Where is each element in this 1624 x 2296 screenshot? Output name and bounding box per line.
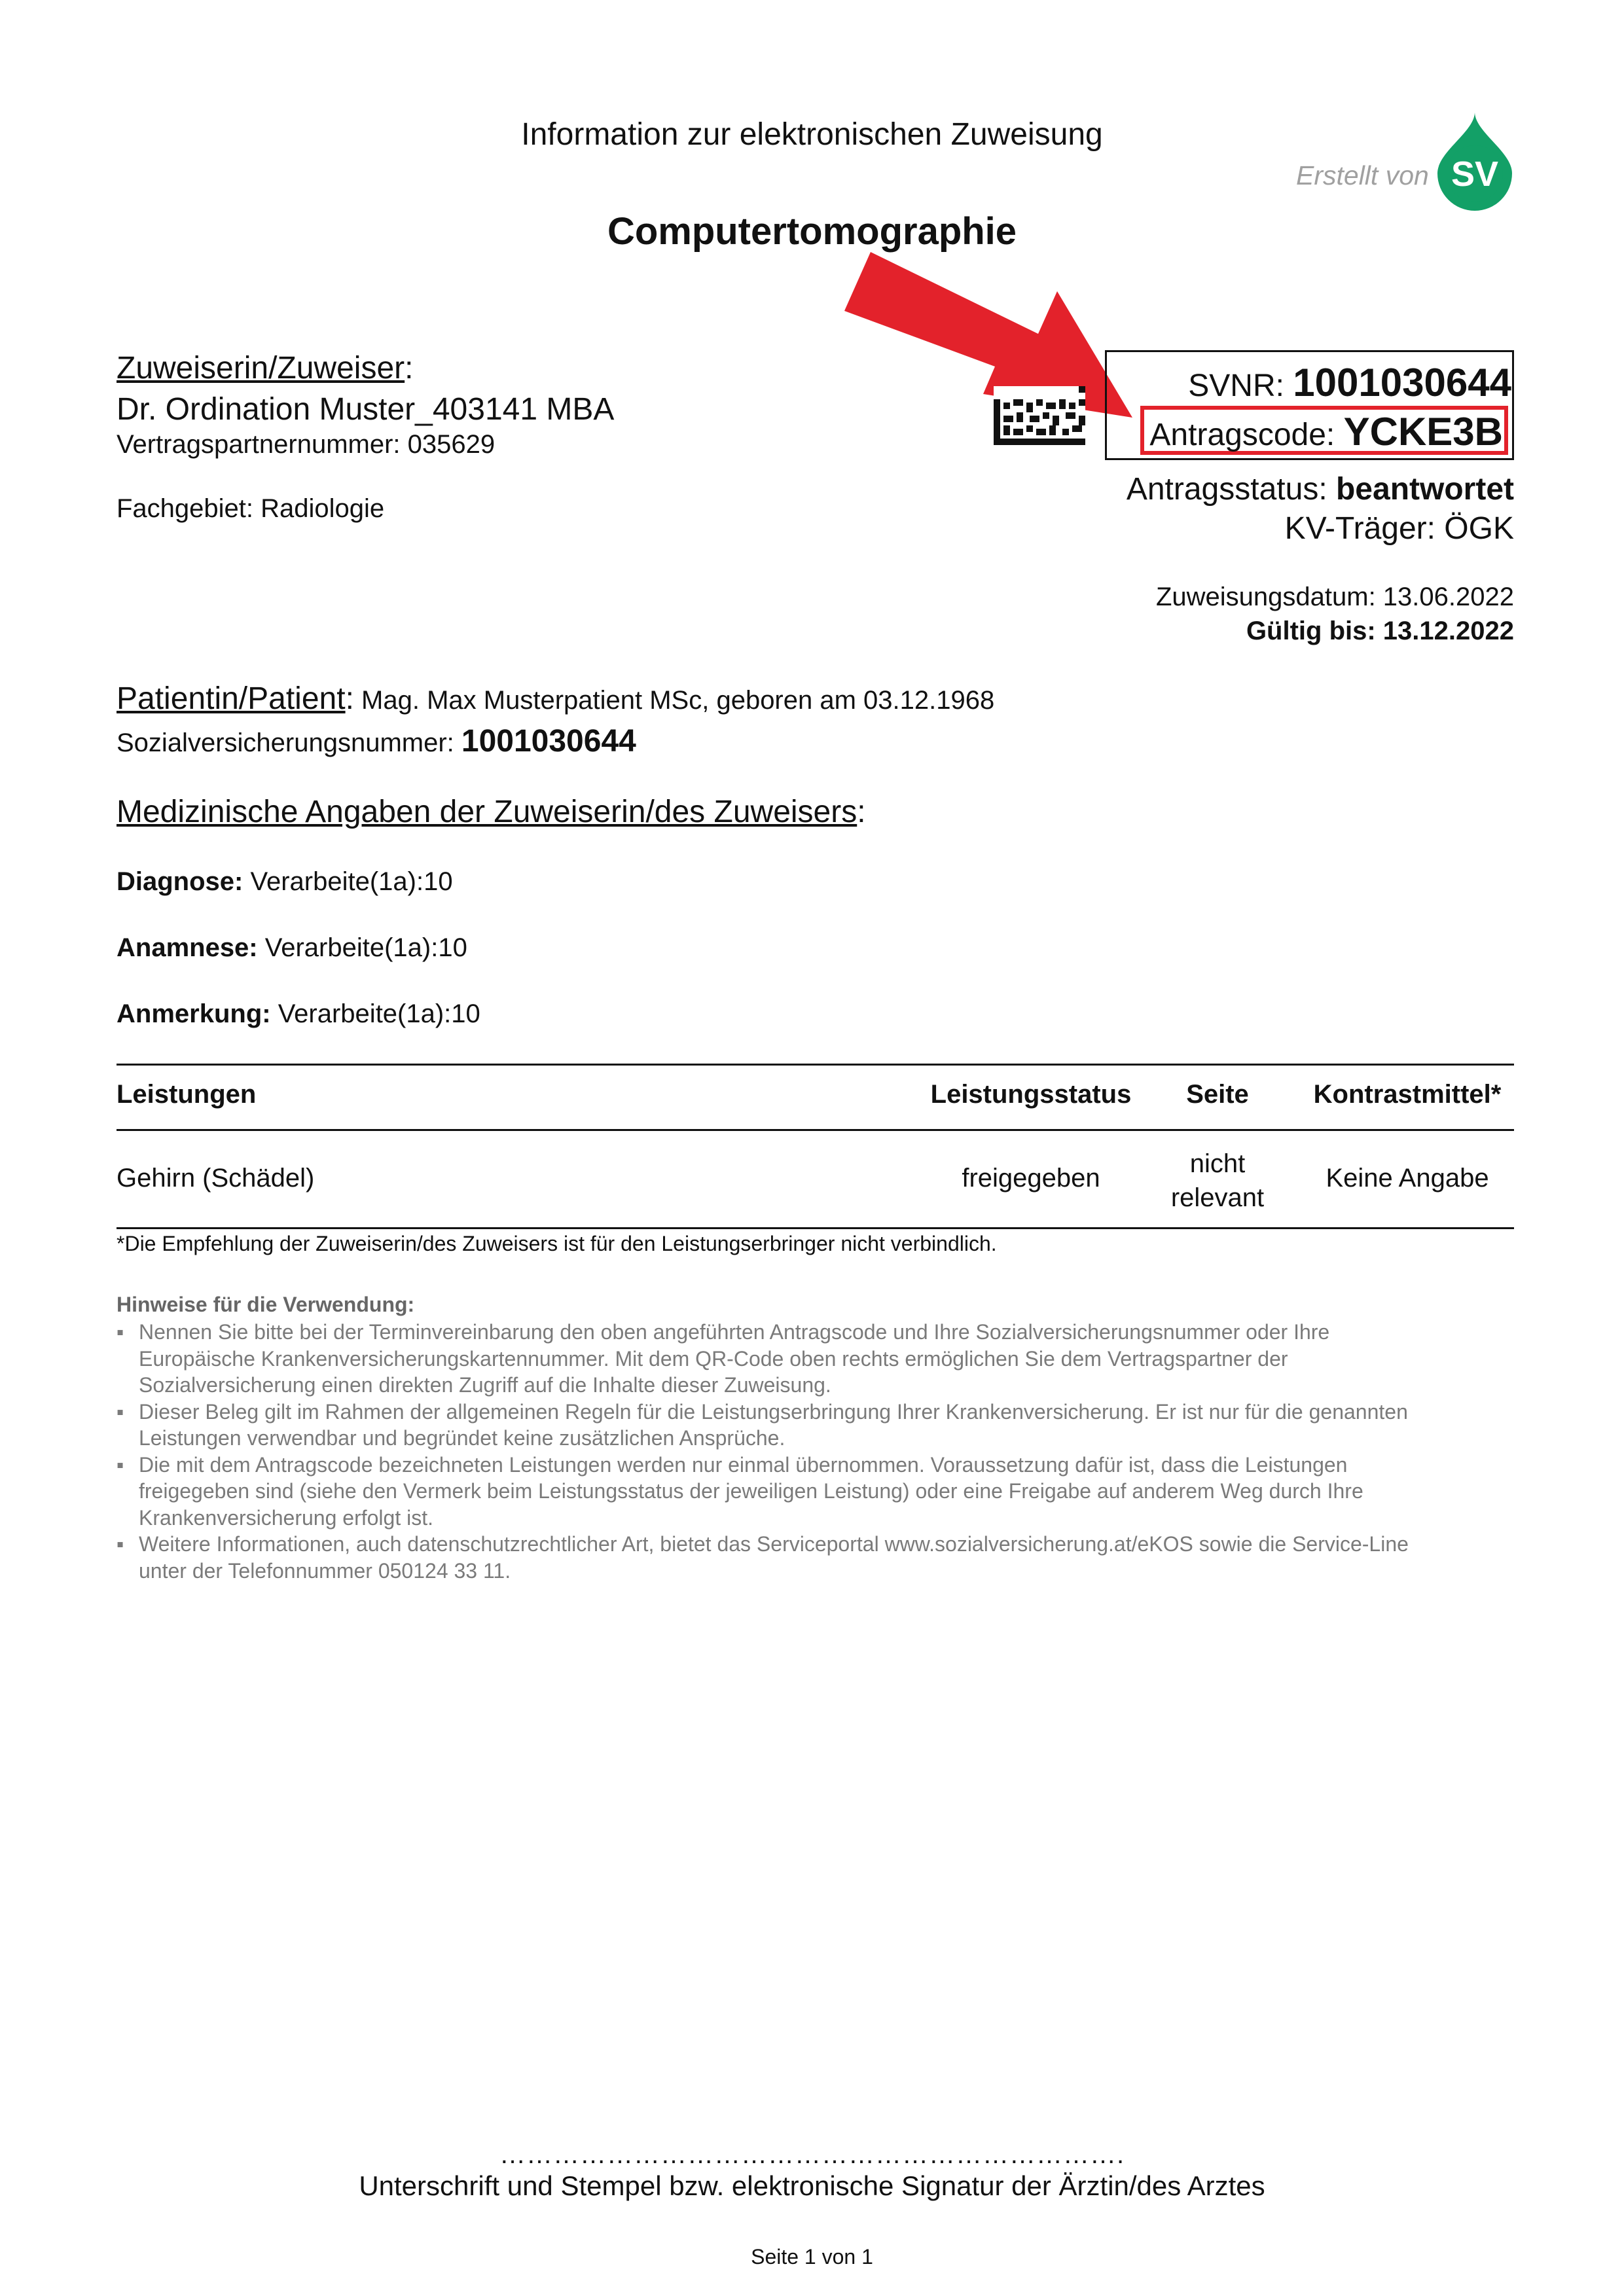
svnr-line xyxy=(1188,360,1511,405)
bullet-icon: ▪ xyxy=(117,1320,124,1344)
note-line: freigegeben sind (siehe den Vermerk beim Leistungsstatus der jeweiligen Leistung) oder eine Freigabe auf anderem Weg durch Ihre xyxy=(139,1479,1363,1503)
bullet-icon: ▪ xyxy=(117,1399,124,1424)
notes-list xyxy=(117,1319,1491,1584)
patient-details: Mag. Max Musterpatient MSc, geboren am 03.12.1968 xyxy=(361,686,995,715)
antragscode-line xyxy=(1149,409,1503,454)
note-item xyxy=(117,1319,1491,1399)
th-leistungsstatus: Leistungsstatus xyxy=(930,1080,1132,1109)
status-value: beantwortet xyxy=(1335,472,1514,507)
note-line: Die mit dem Antragscode bezeichneten Leistungen werden nur einmal übernommen. Voraussetzung dafür ist, dass die Leistungen xyxy=(139,1452,1348,1477)
patient-heading: Patientin/Patient xyxy=(117,681,346,716)
seite-line-1: nicht xyxy=(1189,1149,1246,1178)
note-line: Europäische Krankenversicherungskartennummer. Mit dem QR-Code oben rechts ermöglichen Sie dem Vertragspartner der xyxy=(139,1346,1288,1371)
anamnese-value: Verarbeite(1a):10 xyxy=(264,933,467,962)
page-number: Seite 1 von 1 xyxy=(751,2245,873,2269)
qr-code-icon xyxy=(994,386,1085,445)
note-line: Leistungen verwendbar und begründet keine zusätzlichen Ansprüche. xyxy=(139,1426,785,1450)
table-top-rule xyxy=(117,1064,1514,1066)
table-cell-kontrast: Keine Angabe xyxy=(1326,1164,1489,1193)
anamnese-row xyxy=(117,933,467,963)
document-header: Information zur elektronischen Zuweisung xyxy=(521,117,1103,152)
created-by-label: Erstellt von xyxy=(1296,160,1429,190)
antragsstatus xyxy=(1127,471,1514,507)
note-line: Krankenversicherung erfolgt ist. xyxy=(139,1505,433,1530)
referrer-heading-text: Zuweiserin/Zuweiser xyxy=(117,351,405,386)
red-arrow-icon xyxy=(844,242,1132,425)
svnr-label: SVNR: xyxy=(1188,368,1293,403)
sv-logo xyxy=(1435,113,1515,211)
note-line: Sozialversicherung einen direkten Zugriff auf die Inhalte dieser Zuweisung. xyxy=(139,1373,831,1397)
note-item xyxy=(117,1399,1491,1452)
th-leistungen: Leistungen xyxy=(117,1080,257,1109)
note-line: Weitere Informationen, auch datenschutzrechtlicher Art, bietet das Serviceportal www.sozialversicherung.at/eKOS sowie die Service-Line xyxy=(139,1532,1409,1556)
ssn-label: Sozialversicherungsnummer: xyxy=(117,728,461,757)
patient-line: Patientin/Patient: Mag. Max Musterpatient MSc, geboren am 03.12.1968 xyxy=(117,681,995,716)
patient-ssn xyxy=(117,723,636,759)
ssn-value: 1001030644 xyxy=(461,724,636,759)
gueltig-bis: Gültig bis: 13.12.2022 xyxy=(1246,617,1514,645)
table-cell-leistung: Gehirn (Schädel) xyxy=(117,1164,315,1193)
referrer-heading: Zuweiserin/Zuweiser: xyxy=(117,351,414,386)
antragscode-label: Antragscode: xyxy=(1149,418,1344,452)
svnr-value: 1001030644 xyxy=(1293,361,1511,404)
note-item xyxy=(117,1531,1491,1584)
note-line: Nennen Sie bitte bei der Terminvereinbarung den oben angeführten Antragscode und Ihre Sozialversicherungsnummer oder Ihre xyxy=(139,1320,1330,1344)
status-label: Antragsstatus: xyxy=(1126,472,1336,507)
document-title: Computertomographie xyxy=(607,210,1017,253)
table-bottom-rule xyxy=(117,1227,1514,1229)
anmerkung-label: Anmerkung: xyxy=(117,999,271,1028)
referrer-name: Dr. Ordination Muster_403141 MBA xyxy=(117,392,615,427)
seite-line-2: relevant xyxy=(1170,1183,1265,1212)
bullet-icon: ▪ xyxy=(117,1532,124,1556)
medical-heading: Medizinische Angaben der Zuweiserin/des Zuweisers: xyxy=(117,795,866,829)
signature-line: ……………………………………………………………. xyxy=(499,2140,1125,2169)
table-footnote: *Die Empfehlung der Zuweiserin/des Zuweisers ist für den Leistungserbringer nicht verbindlich. xyxy=(117,1232,997,1255)
diagnose-value: Verarbeite(1a):10 xyxy=(250,867,453,896)
signature-label: Unterschrift und Stempel bzw. elektronische Signatur der Ärztin/des Arztes xyxy=(359,2170,1265,2201)
bullet-icon: ▪ xyxy=(117,1452,124,1477)
table-cell-seite xyxy=(1159,1147,1276,1215)
sv-logo-text: SV xyxy=(1451,154,1499,194)
anamnese-label: Anamnese: xyxy=(117,933,258,962)
anmerkung-row xyxy=(117,999,480,1029)
referrer-contract-number: Vertragspartnernummer: 035629 xyxy=(117,430,496,459)
antragscode-value: YCKE3B xyxy=(1343,410,1503,454)
table-cell-status: freigegeben xyxy=(962,1164,1100,1193)
sv-logo-icon xyxy=(1435,113,1515,211)
th-seite: Seite xyxy=(1186,1080,1249,1109)
medical-heading-text: Medizinische Angaben der Zuweiserin/des Zuweisers xyxy=(117,795,857,829)
notes-title: Hinweise für die Verwendung: xyxy=(117,1293,415,1316)
note-line: unter der Telefonnummer 050124 33 11. xyxy=(139,1558,511,1583)
table-header-rule xyxy=(117,1129,1514,1131)
note-line: Dieser Beleg gilt im Rahmen der allgemeinen Regeln für die Leistungserbringung Ihrer Krankenversicherung. Er ist nur für die genannten xyxy=(139,1399,1408,1424)
kv-traeger: KV-Träger: ÖGK xyxy=(1284,511,1514,546)
anmerkung-value: Verarbeite(1a):10 xyxy=(278,999,480,1028)
th-kontrastmittel: Kontrastmittel* xyxy=(1313,1080,1502,1109)
zuweisungsdatum: Zuweisungsdatum: 13.06.2022 xyxy=(1155,583,1514,611)
diagnose-row xyxy=(117,867,453,897)
diagnose-label: Diagnose: xyxy=(117,867,244,896)
note-item xyxy=(117,1452,1491,1532)
referrer-specialty: Fachgebiet: Radiologie xyxy=(117,494,385,523)
